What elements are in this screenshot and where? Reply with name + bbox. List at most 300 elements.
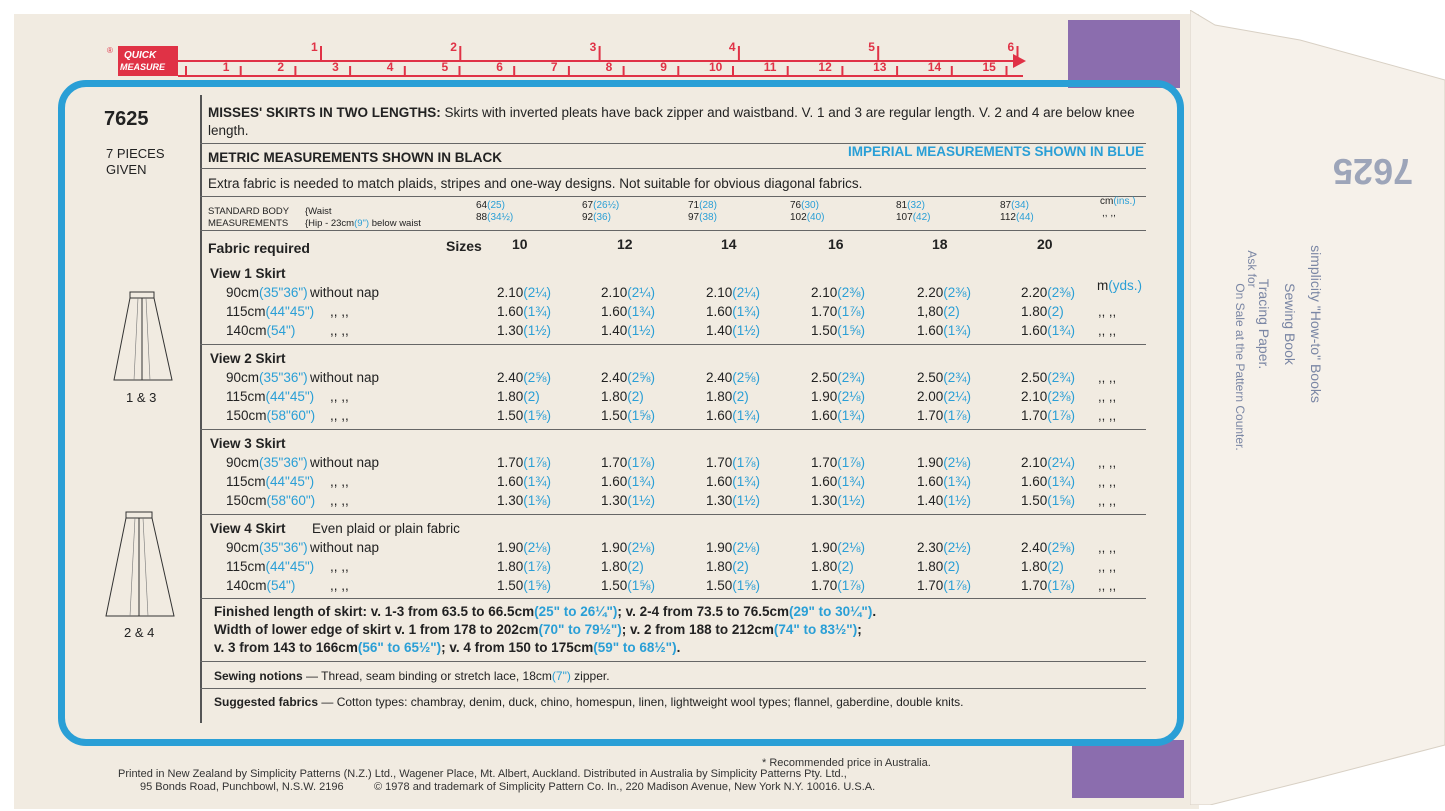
yardage-cell [601, 389, 644, 404]
width-in: (54") [266, 323, 296, 338]
width-cm: 90cm [226, 455, 260, 470]
yardage-m: 1.30 [811, 493, 838, 508]
yardage-yds: (2⅛) [837, 389, 866, 404]
yardage-yds: (2¼) [627, 285, 656, 300]
yardage-yds: (1⅝) [523, 578, 552, 593]
size-header: 20 [1037, 236, 1053, 252]
ruler-cm-label: 6 [496, 60, 503, 74]
yardage-yds: (1½) [627, 323, 656, 338]
fabric-width-row-label [226, 578, 295, 593]
yardage-yds: (1½) [732, 493, 761, 508]
yardage-cell [1021, 540, 1075, 555]
yardage-m: 1.80 [706, 559, 733, 574]
flap-ask-for: Ask for [1245, 250, 1259, 288]
yardage-m: 1.30 [497, 493, 524, 508]
width-in: (44"45") [265, 559, 315, 574]
yardage-yds: (2⅛) [523, 540, 552, 555]
width-in: (35"36") [259, 455, 308, 470]
yardage-cell [1021, 389, 1075, 404]
yardage-m: 1.50 [1021, 493, 1048, 508]
row-note: without nap [310, 455, 380, 470]
view-title: View 3 Skirt [210, 436, 286, 451]
waist-cm: 71 [688, 200, 700, 211]
yardage-cell [1021, 408, 1075, 423]
yardage-m: 1.90 [706, 540, 733, 555]
yardage-cell [497, 370, 551, 385]
yardage-yds: (1½) [732, 323, 761, 338]
yardage-m: 2.30 [917, 540, 944, 555]
hip-in: (36) [593, 212, 611, 223]
width-in: (35"36") [259, 540, 308, 555]
waist-in: (34) [1011, 200, 1029, 211]
yardage-cell [811, 474, 865, 489]
hip-measure [1000, 212, 1034, 223]
row-unit-ditto: ,, ,, [1098, 408, 1117, 423]
yardage-yds: (1¾) [523, 304, 552, 319]
waist-measure [896, 200, 925, 211]
hip-cm: 97 [688, 212, 700, 223]
yardage-yds: (1¾) [627, 304, 656, 319]
waist-cm: 67 [582, 200, 594, 211]
yardage-m: 1.50 [497, 578, 524, 593]
yardage-yds: (1¾) [1047, 474, 1076, 489]
yardage-m: 1.70 [917, 578, 944, 593]
row-note: ,, ,, [330, 304, 349, 319]
width-lower-edge-line: Width of lower edge of skirt v. 1 from 178 to 202cm(70" to 79½"); v. 2 from 188 to 212cm(74" to 83½"); [214, 622, 862, 637]
quick-measure-ruler [108, 42, 1026, 78]
yardage-m: 1.50 [601, 578, 628, 593]
yardage-yds: (1⅞) [732, 455, 761, 470]
width-cm: 115cm [226, 559, 266, 574]
row-unit-ditto: ,, ,, [1098, 540, 1117, 555]
yardage-cell [601, 540, 655, 555]
yardage-yds: (1⅝) [1047, 493, 1076, 508]
fabric-width-row-label [226, 559, 314, 574]
yardage-yds: (2⅛) [837, 540, 866, 555]
waist-measure [582, 200, 619, 211]
yardage-m: 1.40 [706, 323, 733, 338]
yardage-m: 2.50 [811, 370, 838, 385]
yardage-m: 1.70 [497, 455, 524, 470]
width-cm: 90cm [226, 370, 260, 385]
ruler-cm-label: 5 [441, 60, 449, 74]
hip-measure [896, 212, 930, 223]
yardage-m: 1.90 [811, 389, 838, 404]
yardage-yds: (1¾) [627, 474, 656, 489]
suggested-fabrics: Suggested fabrics — Cotton types: chambray, denim, duck, chino, homespun, linen, lightweight wool types; flannel, gaberdine, double knits. [214, 695, 964, 709]
yardage-cell [811, 304, 865, 319]
width-in: (44"45") [265, 474, 315, 489]
row-note: without nap [310, 285, 380, 300]
waist-cm: 87 [1000, 200, 1012, 211]
view-extra: Even plaid or plain fabric [312, 521, 460, 536]
row-note: ,, ,, [330, 578, 349, 593]
sizes-label: Sizes [446, 238, 482, 254]
yardage-m: 2.10 [497, 285, 524, 300]
ruler-logo-quick: QUICK [124, 50, 157, 61]
width-in: (44"45") [265, 389, 315, 404]
hip-cm: 112 [1000, 212, 1016, 223]
ruler-cm-label: 9 [660, 60, 667, 74]
yardage-cell [917, 389, 971, 404]
yardage-m: 1.80 [601, 559, 628, 574]
printed-line-1: Printed in New Zealand by Simplicity Patterns (N.Z.) Ltd., Wagener Place, Mt. Albert, Auckland. Distributed in Australia by Simplicity Patterns Pty. Ltd., [118, 768, 847, 780]
yardage-cell [811, 370, 865, 385]
yardage-m: 2.40 [601, 370, 628, 385]
width-cm: 150cm [226, 493, 267, 508]
yardage-yds: (2) [523, 389, 540, 404]
yardage-m: 1.70 [811, 578, 838, 593]
purple-tab-top [1068, 20, 1180, 88]
hip-in: (40) [806, 212, 825, 223]
yardage-yds: (1⅞) [1047, 578, 1076, 593]
yardage-yds: (1⅞) [943, 408, 972, 423]
ruler-inch-label: 2 [450, 40, 457, 54]
view-divider [200, 344, 1146, 345]
yardage-yds: (2⅛) [732, 540, 761, 555]
yardage-yds: (2½) [943, 540, 972, 555]
yardage-m: 1.60 [1021, 474, 1048, 489]
yardage-cell [601, 408, 655, 423]
row-unit-ditto: ,, ,, [1098, 370, 1117, 385]
ruler-cm-label: 10 [709, 60, 723, 74]
yardage-yds: (2¼) [523, 285, 552, 300]
width-in: (58"60") [266, 493, 316, 508]
width-in: (35"36") [259, 285, 308, 300]
yardage-cell [497, 559, 551, 574]
ruler-logo-measure: MEASURE [120, 62, 166, 72]
purple-tab-bottom [1072, 740, 1184, 798]
yardage-cell [706, 540, 760, 555]
yardage-yds: (1⅝) [627, 408, 656, 423]
yardage-m: 1.60 [497, 474, 524, 489]
yardage-cell [497, 474, 551, 489]
ruler-cm-label: 13 [873, 60, 887, 74]
width-cm: 140cm [226, 578, 267, 593]
yardage-cell [706, 370, 760, 385]
finished-length-line: Finished length of skirt: v. 1-3 from 63.5 to 66.5cm(25" to 26¼"); v. 2-4 from 73.5 to 76.5cm(29" to 30¼"). [214, 604, 877, 619]
view-title: View 4 Skirt [210, 521, 286, 536]
yardage-cell [497, 540, 551, 555]
row-unit-ditto: ,, ,, [1098, 578, 1117, 593]
yardage-cell [706, 304, 760, 319]
waist-in: (25) [487, 200, 505, 211]
yardage-yds: (2⅛) [943, 455, 972, 470]
flap-line-4: On Sale at the Pattern Counter. [1233, 283, 1247, 451]
yardage-cell [917, 285, 971, 300]
yardage-yds: (2) [1047, 304, 1064, 319]
flap-line-2: Sewing Book [1282, 283, 1298, 365]
size-header: 18 [932, 236, 948, 252]
hip-measure [582, 212, 611, 223]
yardage-cell [706, 493, 760, 508]
yardage-m: 1.50 [497, 408, 524, 423]
hip-measure [476, 212, 513, 223]
yardage-cell [601, 323, 655, 338]
hip-in: (38) [699, 212, 717, 223]
yardage-cell [811, 389, 865, 404]
size-header: 10 [512, 236, 528, 252]
metric-note: METRIC MEASUREMENTS SHOWN IN BLACK [208, 150, 502, 165]
yardage-yds: (1¾) [837, 408, 866, 423]
sewing-notions: Sewing notions — Thread, seam binding or stretch lace, 18cm(7") zipper. [214, 669, 610, 683]
yardage-m: 2.20 [917, 285, 944, 300]
yardage-cell [811, 323, 865, 338]
yardage-m: 2.10 [601, 285, 628, 300]
yardage-m: 1.70 [811, 304, 838, 319]
width-cm: 115cm [226, 304, 266, 319]
yardage-cell [917, 540, 971, 555]
yardage-m: 2.40 [497, 370, 524, 385]
yardage-yds: (2⅜) [1047, 285, 1076, 300]
title-line-2: length. [208, 123, 249, 138]
yardage-m: 1.70 [1021, 578, 1048, 593]
yardage-yds: (1⅜) [523, 493, 552, 508]
yardage-yds: (1⅝) [627, 578, 656, 593]
yardage-cell [917, 370, 971, 385]
divider [200, 230, 1146, 231]
yardage-yds: (2) [627, 389, 644, 404]
yardage-yds: (1⅞) [627, 455, 656, 470]
view-divider [200, 429, 1146, 430]
yardage-m: 1.70 [706, 455, 733, 470]
yardage-cell [1021, 370, 1075, 385]
ruler-cm-label: 3 [332, 60, 339, 74]
yardage-m: 1.60 [706, 474, 733, 489]
views-label-1-3: 1 & 3 [126, 390, 157, 405]
yardage-m: 1.80 [706, 389, 733, 404]
ruler-cm-label: 12 [818, 60, 832, 74]
yardage-yds: (1⅝) [732, 578, 761, 593]
yardage-yds: (2¼) [943, 389, 972, 404]
row-note: ,, ,, [330, 559, 349, 574]
title-line: MISSES' SKIRTS IN TWO LENGTHS: Skirts with inverted pleats have back zipper and waistband. V. 1 and 3 are regular length. V. 2 and 4 are below knee [208, 105, 1135, 120]
fabric-width-row-label [226, 389, 314, 404]
row-note: ,, ,, [330, 389, 349, 404]
yardage-m: 1.70 [917, 408, 944, 423]
yardage-cell [811, 578, 865, 593]
measurements-label: MEASUREMENTS [208, 218, 289, 229]
yardage-cell [497, 323, 551, 338]
yardage-m: 1.60 [497, 304, 524, 319]
yardage-m: 1.70 [811, 455, 838, 470]
yardage-yds: (2⅛) [627, 540, 656, 555]
yardage-yds: (1½) [837, 493, 866, 508]
yardage-m: 1.90 [601, 540, 628, 555]
yardage-m: 1.60 [917, 323, 944, 338]
divider [200, 168, 1146, 169]
ruler-inch-label: 6 [1007, 40, 1015, 54]
size-header: 12 [617, 236, 633, 252]
width-in: (54") [266, 578, 296, 593]
yardage-cell [917, 578, 971, 593]
yardage-m: 2.20 [1021, 285, 1048, 300]
waist-in: (26½) [593, 200, 620, 211]
yardage-yds: (2⅜) [837, 285, 866, 300]
row-unit-ditto: ,, ,, [1098, 389, 1117, 404]
unit-ditto: ,, ,, [1102, 208, 1116, 219]
yardage-m: 1.60 [601, 474, 628, 489]
yardage-cell [917, 493, 971, 508]
waist-measure [688, 200, 717, 211]
yardage-m: 1.60 [917, 474, 944, 489]
ruler-cm-label: 1 [222, 60, 230, 74]
row-note: without nap [310, 540, 380, 555]
size-header: 16 [828, 236, 844, 252]
yardage-cell [811, 408, 865, 423]
yardage-yds: (2) [627, 559, 644, 574]
divider [200, 688, 1146, 689]
row-unit-ditto: ,, ,, [1098, 474, 1117, 489]
fabric-width-row-label [226, 285, 308, 300]
yardage-cell [917, 474, 971, 489]
yardage-m: 1.60 [811, 408, 838, 423]
hip-cm: 102 [790, 212, 807, 223]
yardage-yds: (1⅝) [837, 323, 866, 338]
yardage-cell [497, 493, 551, 508]
yardage-m: 1.80 [917, 559, 944, 574]
yardage-cell [706, 408, 760, 423]
waist-in: (28) [699, 200, 717, 211]
yardage-yds: (1⅞) [837, 455, 866, 470]
yardage-cell [1021, 323, 1075, 338]
yardage-cell [706, 389, 749, 404]
yardage-yds: (2⅜) [1047, 389, 1076, 404]
yardage-cell [811, 559, 854, 574]
yardage-yds: (1⅞) [523, 559, 552, 574]
yardage-m: 2.40 [1021, 540, 1048, 555]
waist-measure [790, 200, 819, 211]
yardage-cell [601, 559, 644, 574]
yardage-yds: (2) [943, 559, 960, 574]
yardage-cell [497, 408, 551, 423]
width-cm: 140cm [226, 323, 267, 338]
yardage-cell [706, 285, 760, 300]
yardage-cell [917, 455, 971, 470]
yardage-m: 1.30 [601, 493, 628, 508]
yardage-m: 2.10 [811, 285, 838, 300]
yardage-cell [497, 389, 540, 404]
divider [200, 196, 1146, 197]
ruler-inch-label: 3 [589, 40, 597, 54]
yardage-m: 1.50 [601, 408, 628, 423]
printed-line-3: © 1978 and trademark of Simplicity Pattern Co. In., 220 Madison Avenue, New York N.Y. 10016. U.S.A. [374, 781, 876, 793]
yardage-m: 1.30 [497, 323, 524, 338]
yardage-m: 1.70 [601, 455, 628, 470]
row-unit-ditto: ,, ,, [1098, 304, 1117, 319]
yardage-yds: (1½) [523, 323, 552, 338]
yardage-yds: (2¾) [1047, 370, 1076, 385]
yardage-m: 1.60 [601, 304, 628, 319]
yardage-m: 1.80 [1021, 559, 1048, 574]
unit-m-yds: m(yds.) [1097, 278, 1142, 293]
yardage-m: 1.60 [706, 408, 733, 423]
yardage-cell [601, 578, 655, 593]
yardage-yds: (2¾) [837, 370, 866, 385]
yardage-yds: (1⅞) [837, 578, 866, 593]
hip-measure [688, 212, 717, 223]
pattern-number: 7625 [104, 108, 149, 130]
yardage-m: 1.40 [917, 493, 944, 508]
fabric-width-row-label [226, 323, 295, 338]
width-cm: 115cm [226, 389, 266, 404]
yardage-m: 1.60 [706, 304, 733, 319]
yardage-cell [601, 455, 655, 470]
row-note: ,, ,, [330, 408, 349, 423]
fabric-width-row-label [226, 304, 314, 319]
hip-cm: 92 [582, 212, 594, 223]
width-cm: 150cm [226, 408, 267, 423]
yardage-yds: (1¾) [1047, 323, 1076, 338]
pieces-line-2: GIVEN [106, 162, 147, 177]
yardage-m: 2.10 [706, 285, 733, 300]
yardage-yds: (1⅞) [523, 455, 552, 470]
yardage-cell [1021, 559, 1064, 574]
yardage-m: 1.50 [811, 323, 838, 338]
waist-cm: 81 [896, 200, 908, 211]
yardage-yds: (2⅝) [523, 370, 552, 385]
fabric-required-label: Fabric required [208, 240, 310, 256]
printed-line-2: 95 Bonds Road, Punchbowl, N.S.W. 2196 [140, 781, 344, 793]
hip-in: (34½) [487, 212, 514, 223]
yardage-cell [497, 578, 551, 593]
skirt-view-2-4-illustration [100, 508, 180, 620]
yardage-cell [601, 285, 655, 300]
yardage-yds: (1½) [943, 493, 972, 508]
row-unit-ditto: ,, ,, [1098, 493, 1117, 508]
yardage-m: 1.80 [497, 389, 524, 404]
divider [200, 598, 1146, 599]
ruler-cm-label: 4 [386, 60, 394, 74]
width-lower-edge-line-2: v. 3 from 143 to 166cm(56" to 65½"); v. 4 from 150 to 175cm(59" to 68½"). [214, 640, 681, 655]
fabric-width-row-label [226, 408, 315, 423]
yardage-yds: (2) [732, 559, 749, 574]
yardage-yds: (2) [943, 304, 960, 319]
yardage-yds: (1¾) [732, 408, 761, 423]
hip-cm: 107 [896, 212, 913, 223]
flap-line-1: simplicity "How-to" Books [1308, 245, 1324, 403]
yardage-cell [811, 285, 865, 300]
yardage-m: 1.90 [917, 455, 944, 470]
yardage-yds: (2⅝) [732, 370, 761, 385]
ruler-cm-label: 14 [927, 60, 942, 74]
recommended-price: * Recommended price in Australia. [762, 757, 931, 769]
row-note: ,, ,, [330, 323, 349, 338]
row-unit-ditto: ,, ,, [1098, 455, 1117, 470]
pieces-line-1: 7 PIECES [106, 146, 165, 161]
yardage-m: 1.60 [811, 474, 838, 489]
yardage-yds: (1⅞) [1047, 408, 1076, 423]
yardage-yds: (2⅝) [1047, 540, 1076, 555]
yardage-yds: (2) [837, 559, 854, 574]
skirt-view-1-3-illustration [108, 288, 178, 384]
yardage-cell [497, 455, 551, 470]
yardage-cell [1021, 493, 1075, 508]
yardage-cell [601, 474, 655, 489]
yardage-m: 2.50 [1021, 370, 1048, 385]
yardage-yds: (2⅜) [943, 285, 972, 300]
yardage-yds: (1⅞) [943, 578, 972, 593]
yardage-cell [706, 559, 749, 574]
waist-in: (32) [907, 200, 925, 211]
flap-line-3: Tracing Paper. [1256, 278, 1272, 370]
ruler-cm-label: 15 [982, 60, 996, 74]
yardage-m: 1.70 [1021, 408, 1048, 423]
ruler-inch-label: 4 [728, 40, 736, 54]
row-note: ,, ,, [330, 493, 349, 508]
ruler-inch-label: 5 [868, 40, 875, 54]
yardage-cell [1021, 578, 1075, 593]
